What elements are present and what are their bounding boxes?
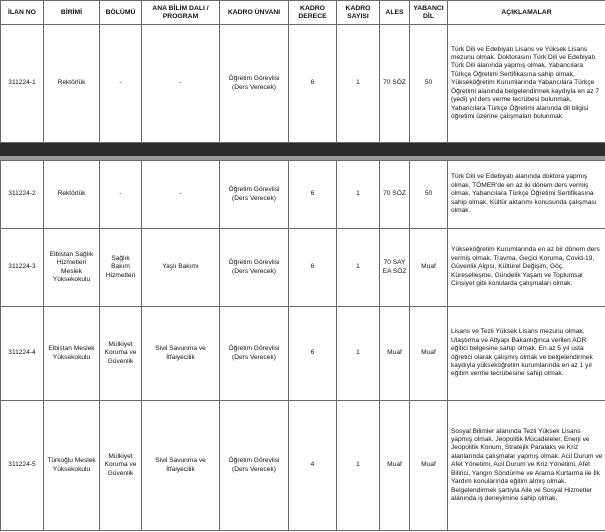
cell-ilan-no: 311224-1 xyxy=(1,25,44,143)
cell-ales: Muaf xyxy=(380,307,410,401)
header-kadro-sayisi: KADRO SAYISI xyxy=(337,1,380,25)
cell-ana-bilim-dali: - xyxy=(142,161,220,229)
header-birimi: BİRİMİ xyxy=(44,1,100,25)
cell-kadro-sayisi: 1 xyxy=(337,229,380,307)
cell-birimi: Elbistan Sağlık Hizmetleri Meslek Yüksekokulu xyxy=(44,229,100,307)
listing-table-top xyxy=(0,0,605,143)
cell-bolumu: - xyxy=(100,25,142,143)
cell-yabanci-dil: Muaf xyxy=(410,229,448,307)
cell-ales: Muaf xyxy=(380,401,410,531)
cell-kadro-unvani: Öğretim Görevlisi (Ders Verecek) xyxy=(220,229,289,307)
cell-bolumu: - xyxy=(100,161,142,229)
cell-kadro-derece: 6 xyxy=(289,161,337,229)
cell-kadro-unvani: Öğretim Görevlisi (Ders Verecek) xyxy=(220,401,289,531)
cell-aciklamalar: Lisans ve Tezli Yüksek Lisans mezunu olmak. Ulaştırma ve Altyapı Bakanlığınca verilen ADR eğitici belgesine sahip olmak. En az 5 yıl usta öğretici olarak çalışmış olmak ve belgelendirmek kaydıyla yükseköğretim kurumlarında en az 1 yıl eğitim verme tecrübesine sahip olmak. xyxy=(448,307,605,401)
cell-birimi: Türkoğlu Meslek Yüksekokulu xyxy=(44,401,100,531)
cell-yabanci-dil: Muaf xyxy=(410,307,448,401)
cell-kadro-derece: 4 xyxy=(289,401,337,531)
cell-ales: 70 SÖZ xyxy=(380,25,410,143)
header-aciklamalar: AÇIKLAMALAR xyxy=(448,1,605,25)
cell-ana-bilim-dali: - xyxy=(142,25,220,143)
table-row xyxy=(1,161,605,229)
cell-bolumu: Sağlık Bakım Hizmetleri xyxy=(100,229,142,307)
cell-ilan-no: 311224-5 xyxy=(1,401,44,531)
header-kadro-unvani: KADRO ÜNVANI xyxy=(220,1,289,25)
cell-kadro-unvani: Öğretim Görevlisi (Ders Verecek) xyxy=(220,25,289,143)
cell-yabanci-dil: 50 xyxy=(410,161,448,229)
table-row xyxy=(1,307,605,401)
cell-ilan-no: 311224-2 xyxy=(1,161,44,229)
cell-birimi: Rektörlük xyxy=(44,161,100,229)
cell-kadro-sayisi: 1 xyxy=(337,401,380,531)
header-bolumu: BÖLÜMÜ xyxy=(100,1,142,25)
cell-yabanci-dil: Muaf xyxy=(410,401,448,531)
header-ana-bilim-dali: ANA BİLİM DALI / PROGRAM xyxy=(142,1,220,25)
cell-kadro-sayisi: 1 xyxy=(337,25,380,143)
cell-ilan-no: 311224-4 xyxy=(1,307,44,401)
cell-ales: 70 SÖZ xyxy=(380,161,410,229)
cell-kadro-derece: 6 xyxy=(289,229,337,307)
cell-bolumu: Mülkiyet Koruma ve Güvenlik xyxy=(100,401,142,531)
cell-kadro-unvani: Öğretim Görevlisi (Ders Verecek) xyxy=(220,161,289,229)
table-row xyxy=(1,229,605,307)
cell-aciklamalar: Yükseköğretim Kurumlarında en az bir dönem ders vermiş olmak, Travma, Geçici Koruma, Covid-19, Güvenlik Algısı, Kültürel Değişim, Göç, Küreselleşme, Gündelik Yaşam ve Toplumsal Cinsiyet gibi konularda çalışmaları olmak. xyxy=(448,229,605,307)
cell-ales: 70 SAY EA SÖZ xyxy=(380,229,410,307)
listing-table-bottom xyxy=(0,160,605,531)
cell-ana-bilim-dali: Sivil Savunma ve İtfaiyecilik xyxy=(142,307,220,401)
cell-bolumu: Mülkiyet Koruma ve Güvenlik xyxy=(100,307,142,401)
table-row xyxy=(1,25,605,143)
cell-kadro-derece: 6 xyxy=(289,25,337,143)
cell-birimi: Rektörlük xyxy=(44,25,100,143)
header-kadro-derece: KADRO DERECE xyxy=(289,1,337,25)
table-row xyxy=(1,401,605,531)
cell-aciklamalar: Türk Dili ve Edebiyatı Lisans ve Yüksek Lisans mezunu olmak. Doktorasını Türk Dili ve Edebiyatı Türk Dili alanında yapmış olmak, Yabancılara Türkçe Öğretimi Sertifikasına sahip olmak, Yükseköğretim Kurumlarında Yabancılara Türkçe Öğretimi alanında belgelendirmek kaydıyla en az 7 (yedi) yıl ders verme tecrübesi bulunmak, Yabancılara Türkçe Öğretimi alanında dil bilgisi öğretimi üzerine çalışmaları bulunmak. xyxy=(448,25,605,143)
cell-kadro-unvani: Öğretim Görevlisi (Ders Verecek) xyxy=(220,307,289,401)
cell-kadro-sayisi: 1 xyxy=(337,307,380,401)
cell-aciklamalar: Türk Dili ve Edebiyatı alanında doktora yapmış olmak, TÖMER'de en az iki dönem ders vermiş olmak, Yabancılara Türkçe Öğretimi Sertifikasına sahip olmak, Kültür aktarımı konusunda çalışması olmak. xyxy=(448,161,605,229)
cell-ilan-no: 311224-3 xyxy=(1,229,44,307)
cell-yabanci-dil: 50 xyxy=(410,25,448,143)
cell-aciklamalar: Sosyal Bilimler alanında Tezli Yüksek Lisans yapmış olmak. Jeopolitik Mücadeleler, Enerji ve Jeopolitik Konum, Stratejik Paralaks ve Kriz alanlarında çalışmalar yapmış olmak. Acil Durum ve Afet Yönetimi, Acil Durum ve Kriz Yönetimi, Afet Bilinci, Yangın Söndürme ve Arama Kurtarma ile İlk Yardım konularında eğitim almış olmak. Belgelendirmek şartıyla Aile ve Sosyal Hizmetler alanında iş deneyimine sahip olmak. xyxy=(448,401,605,531)
cell-kadro-sayisi: 1 xyxy=(337,161,380,229)
header-yabanci-dil: YABANCI DİL xyxy=(410,1,448,25)
cell-ana-bilim-dali: Sivil Savunma ve İtfaiyecilik xyxy=(142,401,220,531)
header-ales: ALES xyxy=(380,1,410,25)
header-row xyxy=(1,1,605,25)
cell-birimi: Elbistan Meslek Yüksekokulu xyxy=(44,307,100,401)
cell-ana-bilim-dali: Yaşlı Bakımı xyxy=(142,229,220,307)
header-ilan-no: İLAN NO xyxy=(1,1,44,25)
page-break-band xyxy=(0,143,605,156)
cell-kadro-derece: 6 xyxy=(289,307,337,401)
